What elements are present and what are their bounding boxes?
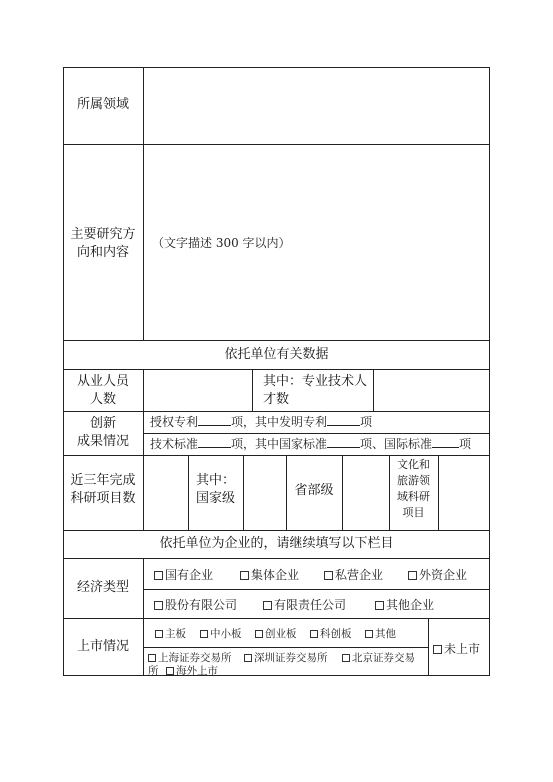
patent-text-c: 项 xyxy=(360,415,373,429)
listing-label: 上市情况 xyxy=(76,639,129,654)
staff-label-line2: 人数 xyxy=(89,392,116,407)
option-label: 外资企业 xyxy=(419,568,468,582)
provincial-count-input[interactable] xyxy=(343,456,388,529)
checkbox-icon[interactable] xyxy=(433,645,442,654)
checkbox-icon[interactable] xyxy=(255,630,263,638)
option-label: 主板 xyxy=(165,628,186,640)
row-divider xyxy=(143,433,490,434)
listing-other-option[interactable] xyxy=(365,626,396,641)
culture-label-line2: 旅游领 xyxy=(397,473,430,487)
staff-count-input[interactable] xyxy=(144,370,251,410)
row-divider xyxy=(63,530,490,531)
tech-staff-input[interactable] xyxy=(374,370,489,410)
national-count-input[interactable] xyxy=(244,456,285,529)
econ-foreign-option[interactable] xyxy=(408,566,467,583)
tech-staff-label-line2: 才数 xyxy=(263,392,290,407)
checkbox-icon[interactable] xyxy=(324,571,333,580)
row-divider xyxy=(63,411,490,412)
standard-line xyxy=(150,436,471,452)
culture-count-input[interactable] xyxy=(439,456,489,529)
econ-joint-stock-option[interactable] xyxy=(154,596,237,613)
checkbox-icon[interactable] xyxy=(154,601,163,610)
col-divider xyxy=(143,558,144,676)
row-divider xyxy=(143,589,490,590)
innov-label-line1: 创新 xyxy=(89,416,116,431)
innov-label-line2: 成果情况 xyxy=(76,434,129,449)
listing-szse-option[interactable] xyxy=(244,650,328,665)
checkbox-icon[interactable] xyxy=(200,630,208,638)
option-label: 其他 xyxy=(375,628,396,640)
checkbox-icon[interactable] xyxy=(310,630,318,638)
research-label-line1: 主要研究方 xyxy=(70,227,136,242)
field-input[interactable] xyxy=(144,68,489,144)
option-label: 国有企业 xyxy=(165,568,214,582)
listing-star-option[interactable] xyxy=(310,626,352,641)
checkbox-icon[interactable] xyxy=(148,654,156,662)
culture-label-line3: 域科研 xyxy=(397,489,430,503)
tech-staff-label-line1: 其中：专业技术人 xyxy=(263,374,368,389)
col-divider xyxy=(252,369,253,411)
research-hint: （文字描述 300 字以内） xyxy=(152,236,291,250)
row-divider xyxy=(63,618,490,619)
row-divider xyxy=(63,558,490,559)
culture-label-line1: 文化和 xyxy=(397,458,430,471)
intl-standard-blank[interactable] xyxy=(432,436,459,448)
staff-label-line1: 从业人员 xyxy=(76,374,129,389)
std-text-c: 项、国际标准 xyxy=(360,437,433,451)
listing-main-option[interactable] xyxy=(155,626,186,641)
std-text-a: 技术标准 xyxy=(150,437,199,451)
checkbox-icon[interactable] xyxy=(365,630,373,638)
national-standard-blank[interactable] xyxy=(327,436,360,448)
option-label: 其他企业 xyxy=(386,598,435,612)
checkbox-icon[interactable] xyxy=(375,601,384,610)
patent-text-a: 授权专利 xyxy=(150,415,199,429)
row-divider xyxy=(143,647,428,648)
checkbox-icon[interactable] xyxy=(408,571,417,580)
tech-standard-blank[interactable] xyxy=(198,436,231,448)
econ-private-option[interactable] xyxy=(324,566,383,583)
econ-other-option[interactable] xyxy=(375,596,434,613)
col-divider xyxy=(428,618,429,676)
culture-label xyxy=(389,457,438,521)
listing-sme-option[interactable] xyxy=(200,626,242,641)
field-label: 所属领域 xyxy=(76,97,129,112)
provincial-label: 省部级 xyxy=(294,483,334,498)
option-label: 海外上市 xyxy=(176,665,218,677)
option-label: 未上市 xyxy=(444,642,481,656)
enterprise-header: 依托单位为企业的，请继续填写以下栏目 xyxy=(159,536,394,551)
patent-text-b: 项，其中发明专利 xyxy=(231,415,328,429)
option-label: 股份有限公司 xyxy=(165,598,238,612)
national-label-line1: 其中： xyxy=(195,473,235,488)
option-label: 有限责任公司 xyxy=(274,598,347,612)
option-label: 上海证券交易所 xyxy=(158,652,232,664)
option-label: 科创板 xyxy=(320,628,352,640)
checkbox-icon[interactable] xyxy=(342,654,350,662)
econ-collective-option[interactable] xyxy=(240,566,299,583)
econ-state-option[interactable] xyxy=(154,566,213,583)
research-input[interactable] xyxy=(144,145,489,340)
culture-label-line4: 项目 xyxy=(402,505,425,519)
listing-bse-option[interactable] xyxy=(342,650,415,665)
projects-total-input[interactable] xyxy=(144,456,187,529)
std-text-d: 项 xyxy=(459,437,472,451)
checkbox-icon[interactable] xyxy=(263,601,272,610)
patent-line xyxy=(150,414,372,430)
listing-unlisted-option[interactable] xyxy=(433,640,480,657)
row-divider xyxy=(63,340,490,341)
research-label-line2: 向和内容 xyxy=(76,245,129,260)
patent-count-blank[interactable] xyxy=(198,414,231,426)
option-label: 创业板 xyxy=(265,628,297,640)
econ-limited-option[interactable] xyxy=(263,596,346,613)
checkbox-icon[interactable] xyxy=(166,667,174,675)
option-label: 中小板 xyxy=(210,628,242,640)
checkbox-icon[interactable] xyxy=(154,571,163,580)
projects-label-line1: 近三年完成 xyxy=(70,473,136,488)
projects-label-line2: 科研项目数 xyxy=(70,491,136,506)
option-label: 私营企业 xyxy=(335,568,384,582)
invention-patent-blank[interactable] xyxy=(327,414,360,426)
listing-bse-continued: 所 xyxy=(148,665,159,677)
host-data-header: 依托单位有关数据 xyxy=(224,347,329,362)
checkbox-icon[interactable] xyxy=(244,654,252,662)
option-label: 深圳证券交易所 xyxy=(254,652,328,664)
option-label: 北京证券交易 xyxy=(352,652,415,664)
national-label-line2: 国家级 xyxy=(195,491,235,506)
option-label: 集体企业 xyxy=(251,568,300,582)
listing-overseas-option[interactable] xyxy=(166,663,218,678)
econ-type-label: 经济类型 xyxy=(76,580,129,595)
std-text-b: 项，其中国家标准 xyxy=(231,437,328,451)
checkbox-icon[interactable] xyxy=(240,571,249,580)
listing-gem-option[interactable] xyxy=(255,626,297,641)
checkbox-icon[interactable] xyxy=(155,630,163,638)
